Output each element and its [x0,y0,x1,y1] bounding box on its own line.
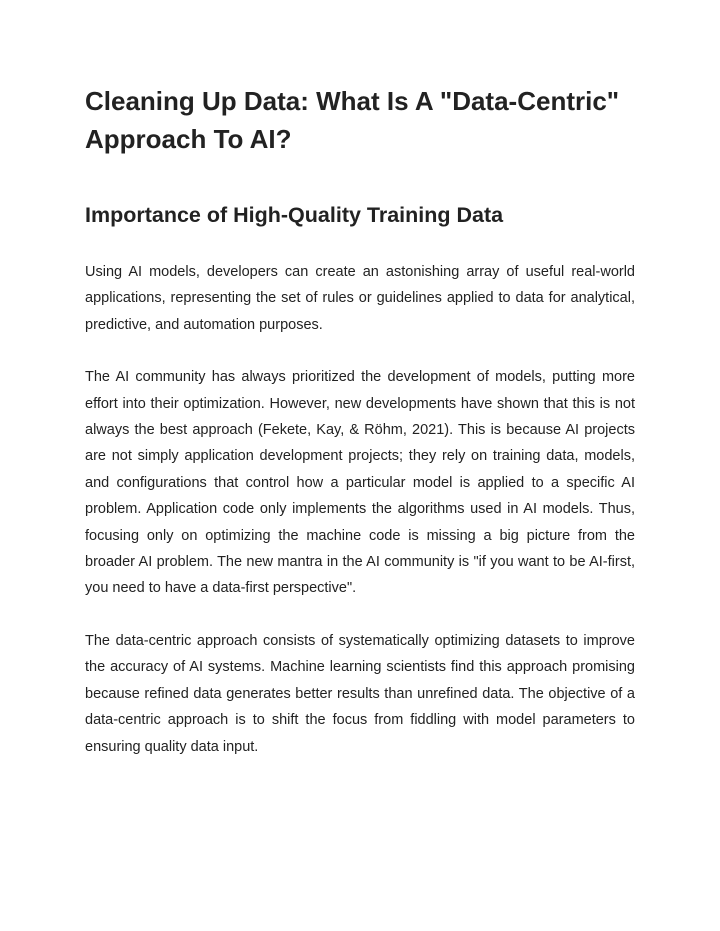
paragraph-intro: Using AI models, developers can create an astonishing array of useful real-world applications, representing the set of rules or guidelines applied to data for analytical, predictive, and automation purposes. [85,264,635,333]
document-title: Cleaning Up Data: What Is A "Data-Centric" Approach To AI? [85,86,620,154]
document-page [85,82,635,760]
section-heading: Importance of High-Quality Training Data [85,203,504,227]
paragraph-data-centric: The data-centric approach consists of systematically optimizing datasets to improve the accuracy of AI systems. Machine learning scientists find this approach promising because refined data generates better results than unrefined data. The objective of a data-centric approach is to shift the focus from fiddling with model parameters to ensuring quality data input. [85,632,635,755]
paragraph-model-focus: The AI community has always prioritized the development of models, putting more effort into their optimization. However, new developments have shown that this is not always the best approach (Fekete, Kay, & Röhm, 2021). This is because AI projects are not simply application development projects; they rely on training data, models, and configurations that control how a particular model is applied to a specific AI problem. Application code only implements the algorithms used in AI models. Thus, focusing only on optimizing the machine code is missing a big picture from the broader AI problem. The new mantra in the AI community is "if you want to be AI-first, you need to have a data-first perspective". [85,369,635,597]
